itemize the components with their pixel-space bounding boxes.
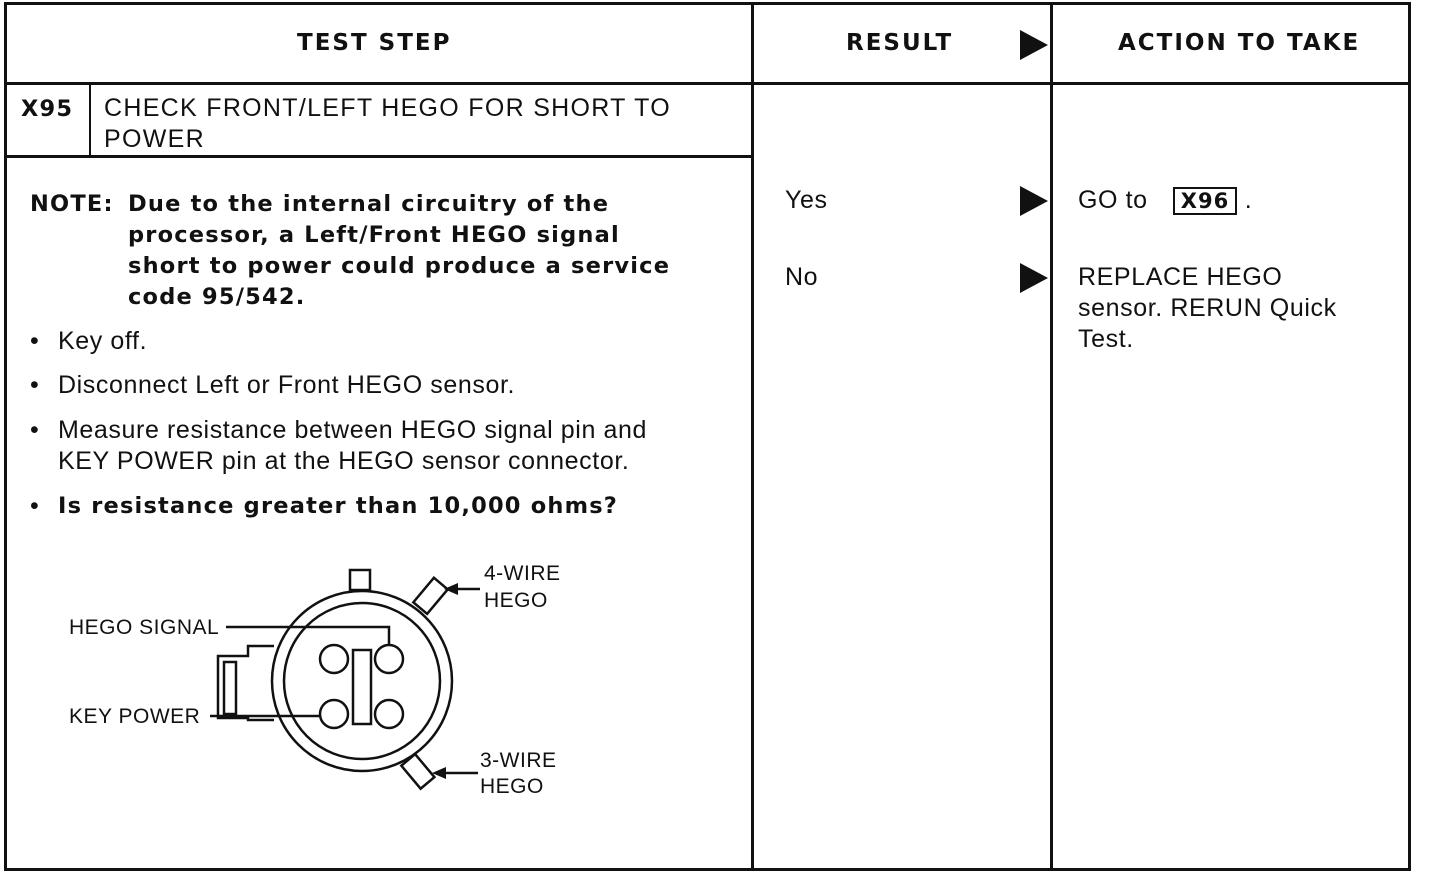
connector-4wire-tab [413, 578, 447, 614]
label-4wire-line2: HEGO [484, 589, 548, 612]
action-no-line2: sensor. RERUN Quick [1078, 294, 1337, 322]
action-yes [1078, 185, 1252, 216]
connector-outer-ring [272, 591, 452, 771]
pin-hego-signal [320, 645, 348, 673]
right-border [1408, 2, 1411, 871]
step-title-line2: POWER [104, 125, 205, 153]
note-line2: processor, a Left/Front HEGO signal [128, 222, 620, 248]
action-yes-prefix: GO to [1078, 186, 1148, 214]
bullet-dot-icon: • [30, 371, 39, 399]
connector-center-bar [353, 650, 371, 724]
connector-latch-inner [224, 662, 236, 714]
header-result: RESULT [846, 30, 954, 56]
action-no-line1: REPLACE HEGO [1078, 263, 1283, 291]
bullet-measure-line1: Measure resistance between HEGO signal pin and [58, 416, 648, 444]
note-line3: short to power could produce a service [128, 253, 671, 279]
result-no-arrow-icon [1020, 263, 1048, 293]
note-label: NOTE: [30, 191, 114, 217]
result-yes-arrow-icon [1020, 186, 1048, 216]
pin-bottom-right [375, 700, 403, 728]
pin-key-power [320, 700, 348, 728]
pin-top-right [375, 645, 403, 673]
bullet-disconnect: Disconnect Left or Front HEGO sensor. [58, 371, 516, 399]
header-action: ACTION TO TAKE [1118, 30, 1361, 56]
step-ref-x96[interactable]: X96 [1173, 187, 1237, 215]
label-3wire-line2: HEGO [480, 775, 544, 798]
col-divider-2 [1050, 2, 1053, 871]
connector-top-tab [350, 570, 370, 590]
label-hego-signal: HEGO SIGNAL [69, 616, 220, 639]
bullet-question: Is resistance greater than 10,000 ohms? [58, 493, 619, 519]
label-3wire-line1: 3-WIRE [480, 749, 557, 772]
label-key-power: KEY POWER [69, 705, 201, 728]
bullet-key-off: Key off. [58, 327, 148, 355]
step-title-line1: CHECK FRONT/LEFT HEGO FOR SHORT TO [104, 94, 671, 122]
result-yes: Yes [785, 186, 828, 214]
note-line1: Due to the internal circuitry of the [128, 191, 610, 217]
action-no-line3: Test. [1078, 325, 1134, 353]
header-test-step: TEST STEP [297, 30, 452, 56]
connector-side-latch [218, 646, 274, 720]
action-yes-suffix: . [1244, 186, 1253, 214]
bullet-dot-icon: • [30, 416, 39, 444]
label-4wire-line1: 4-WIRE [484, 562, 561, 585]
note-line4: code 95/542. [128, 284, 306, 310]
bullet-measure-line2: KEY POWER pin at the HEGO sensor connector. [58, 447, 630, 475]
header-arrow-icon [1020, 30, 1048, 60]
step-id: X95 [21, 96, 74, 122]
result-no: No [785, 263, 819, 291]
leader-hego-signal [226, 627, 389, 645]
bullet-dot-icon: • [30, 492, 39, 520]
bullet-dot-icon: • [30, 327, 39, 355]
